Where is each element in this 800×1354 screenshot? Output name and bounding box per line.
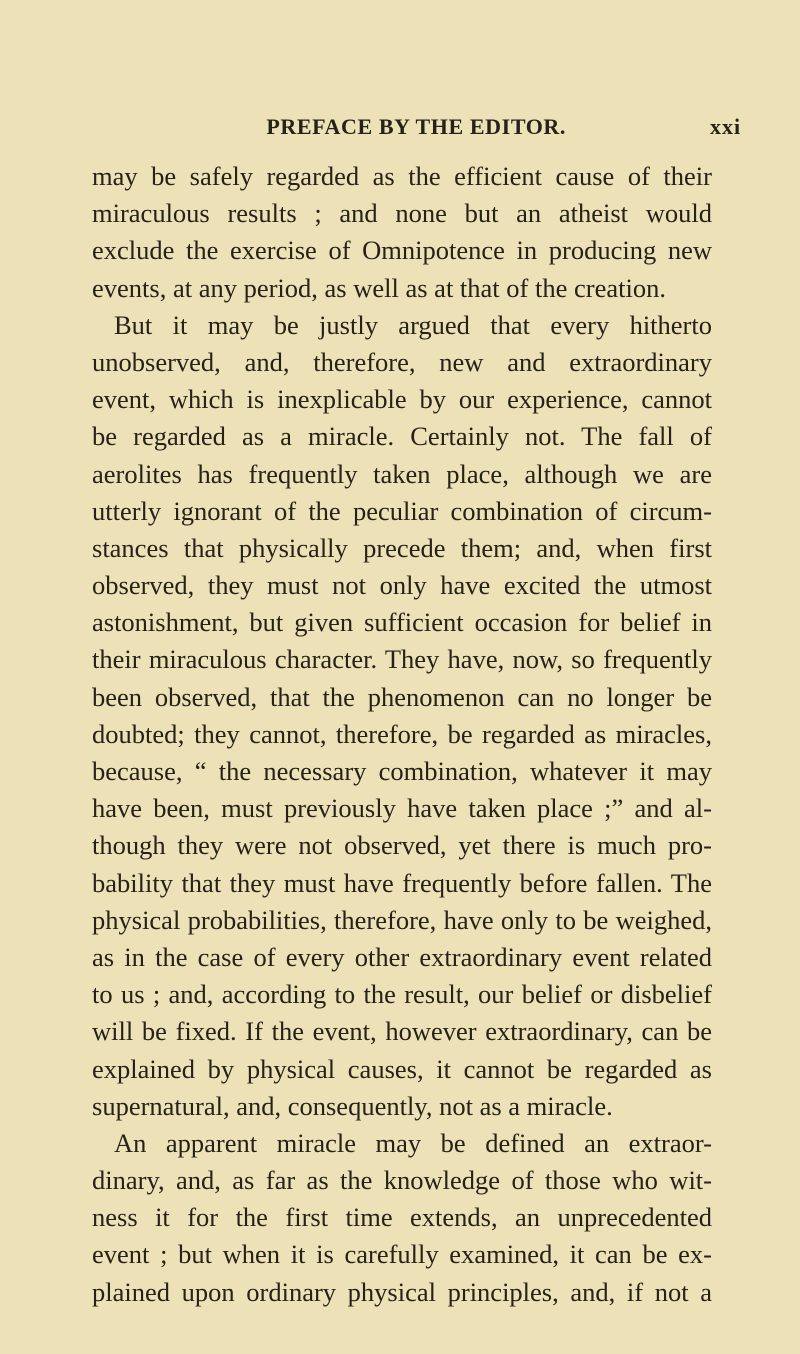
text-line: exclude the exercise of Omnipotence in producing new bbox=[92, 235, 712, 266]
text-line: astonishment, but given sufficient occasion for belief in bbox=[92, 607, 712, 638]
text-line: But it may be justly argued that every hitherto bbox=[114, 309, 712, 340]
text-line: explained by physical causes, it cannot be regarded as bbox=[92, 1053, 712, 1084]
text-line: be regarded as a miracle. Certainly not. The fall of bbox=[92, 421, 712, 452]
text-line: doubted; they cannot, therefore, be regarded as miracles, bbox=[92, 718, 712, 749]
text-line: unobserved, and, therefore, new and extraordinary bbox=[92, 346, 712, 377]
text-line: event ; but when it is carefully examined, it can be ex- bbox=[92, 1239, 712, 1270]
text-line: their miraculous character. They have, now, so frequently bbox=[92, 644, 712, 675]
running-header-title: PREFACE BY THE EDITOR. bbox=[266, 114, 566, 139]
text-line: though they were not observed, yet there is much pro- bbox=[92, 830, 712, 861]
text-line: stances that physically precede them; and, when first bbox=[92, 532, 712, 563]
text-line: may be safely regarded as the efficient cause of their bbox=[92, 161, 712, 191]
text-line: to us ; and, according to the result, our belief or disbelief bbox=[92, 979, 712, 1010]
text-line: will be fixed. If the event, however extraordinary, can be bbox=[92, 1016, 712, 1047]
text-line: dinary, and, as far as the knowledge of those who wit- bbox=[92, 1165, 712, 1196]
text-line: aerolites has frequently taken place, although we are bbox=[92, 458, 712, 489]
text-line: utterly ignorant of the peculiar combination of circum- bbox=[92, 495, 712, 526]
text-line: ness it for the first time extends, an unprecedented bbox=[92, 1202, 712, 1233]
text-line: supernatural, and, consequently, not as a miracle. bbox=[92, 1090, 613, 1121]
text-line: have been, must previously have taken place ;” and al- bbox=[92, 793, 712, 824]
text-line: physical probabilities, therefore, have only to be weighed, bbox=[92, 904, 712, 935]
text-line: been observed, that the phenomenon can no longer be bbox=[92, 681, 712, 712]
text-line: plained upon ordinary physical principles, and, if not a bbox=[92, 1276, 712, 1307]
text-line: miraculous results ; and none but an atheist would bbox=[92, 198, 712, 229]
text-line: because, “ the necessary combination, whatever it may bbox=[92, 756, 712, 786]
text-line: event, which is inexplicable by our experience, cannot bbox=[92, 384, 712, 415]
text-line: An apparent miracle may be defined an extraor- bbox=[114, 1127, 712, 1158]
text-line: events, at any period, as well as at that of the creation. bbox=[92, 272, 666, 303]
text-line: bability that they must have frequently before fallen. The bbox=[92, 867, 712, 898]
text-line: as in the case of every other extraordinary event related bbox=[92, 941, 712, 972]
text-line: observed, they must not only have excited the utmost bbox=[92, 570, 712, 601]
body-text bbox=[92, 158, 712, 1311]
page-number: xxi bbox=[710, 114, 742, 139]
